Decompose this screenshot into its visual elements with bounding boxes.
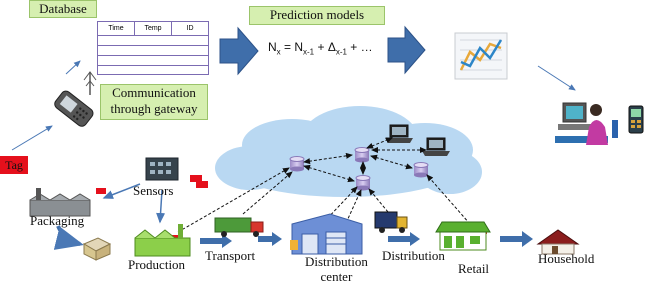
user-computer-icon (555, 103, 618, 145)
table-row (98, 66, 208, 75)
server-icon-4 (414, 163, 428, 178)
handheld-device-icon (629, 106, 643, 133)
transport-label: Transport (205, 248, 256, 263)
arrow-tag-to-phone (12, 126, 52, 150)
prediction-formula: $N_x = N_{x-1} + \Delta_{x-1}$ + … (268, 40, 373, 57)
distribution-center-label: Distribution center (305, 254, 368, 284)
packaging-icon (30, 188, 90, 216)
column-header: Time (98, 22, 135, 35)
production-label: Production (128, 257, 186, 272)
arrow-chart-to-user (538, 66, 575, 90)
database-table (97, 21, 209, 75)
server-icon-3 (356, 176, 370, 191)
block-arrow-1 (220, 28, 258, 74)
table-row (98, 56, 208, 66)
packaging-label: Packaging (30, 213, 85, 228)
column-header: Temp (135, 22, 172, 35)
block-arrow-2 (388, 27, 425, 73)
column-header: ID (186, 25, 194, 32)
database-label: Database (29, 0, 97, 18)
server-icon-2 (355, 148, 369, 163)
production-icon (135, 224, 190, 256)
arrow-packaging-box (58, 226, 80, 244)
server-icon-1 (290, 157, 304, 172)
distribution-center-icon (290, 214, 362, 254)
cell-phone-icon (53, 72, 96, 128)
transport-truck-icon (215, 218, 263, 237)
tag-label: Tag (0, 156, 28, 174)
retail-label: Retail (458, 261, 490, 276)
prediction-models-label: Prediction models (249, 6, 385, 25)
distribution-label: Distribution (382, 248, 445, 263)
communication-label: Communication through gateway (100, 84, 208, 120)
chart-icon (455, 33, 507, 79)
distribution-truck-icon (375, 212, 407, 233)
table-row (98, 36, 208, 46)
sensors-icon (146, 158, 178, 180)
retail-store-icon (436, 222, 490, 250)
sensors-label: Sensors (133, 183, 174, 198)
household-label: Household (538, 251, 595, 266)
package-box-icon (84, 238, 110, 260)
arrow-phone-to-db (66, 61, 80, 74)
table-row (98, 46, 208, 56)
